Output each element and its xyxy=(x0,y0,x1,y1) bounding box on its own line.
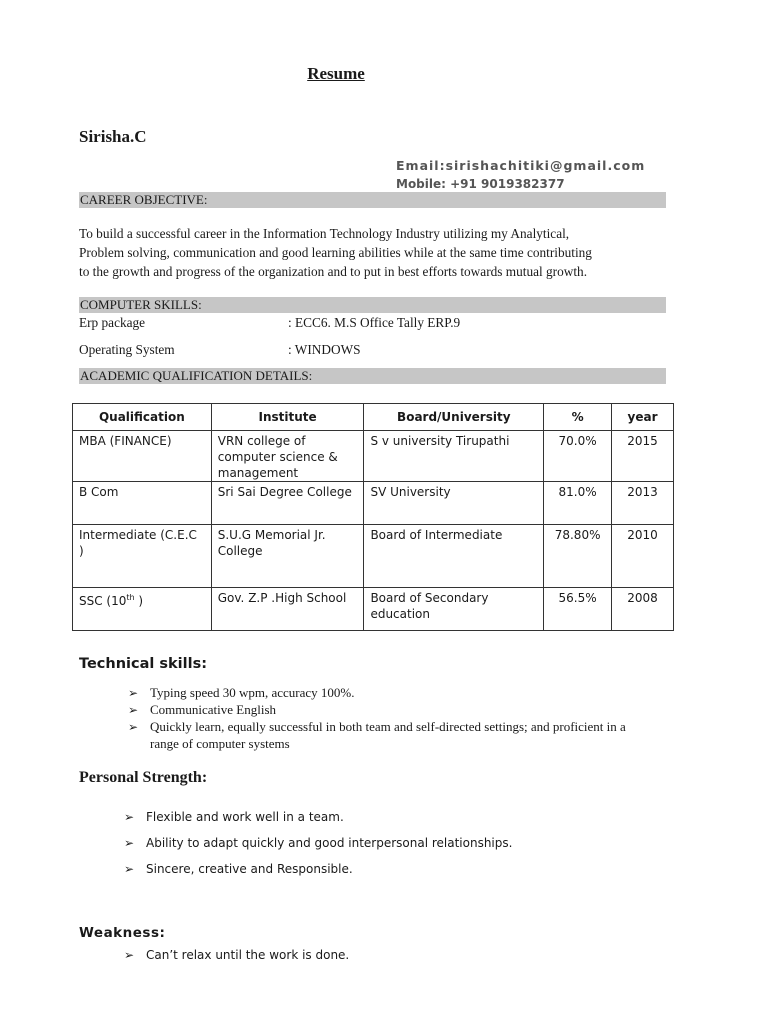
academic-heading: ACADEMIC QUALIFICATION DETAILS: xyxy=(79,368,666,384)
resume-title: Resume xyxy=(307,64,365,83)
year-cell: 2013 xyxy=(612,482,674,525)
list-item-text: Can’t relax until the work is done. xyxy=(146,948,350,962)
table-row xyxy=(73,588,674,631)
arrow-bullet-icon: ➢ xyxy=(124,836,135,850)
career-objective-line: Problem solving, communication and good learning abilities while at the same time contributing xyxy=(79,245,592,260)
list-item xyxy=(128,685,688,701)
board-cell: SV University xyxy=(364,482,544,525)
institute-cell: VRN college of computer science & management xyxy=(211,431,364,482)
qualification-cell: MBA (FINANCE) xyxy=(73,431,212,482)
table-row xyxy=(73,431,674,482)
list-item-text: Flexible and work well in a team. xyxy=(146,810,344,824)
list-item xyxy=(124,861,684,877)
list-item-text: Quickly learn, equally successful in both team and self-directed settings; and proficient in a xyxy=(150,719,626,734)
year-cell: 2015 xyxy=(612,431,674,482)
career-objective-line: To build a successful career in the Information Technology Industry utilizing my Analytical, xyxy=(79,226,570,241)
skill-value: : WINDOWS xyxy=(288,342,361,357)
arrow-bullet-icon: ➢ xyxy=(128,686,139,700)
table-row xyxy=(73,525,674,588)
board-cell: Board of Secondary education xyxy=(364,588,544,631)
list-item-text: Sincere, creative and Responsible. xyxy=(146,862,353,876)
list-item xyxy=(128,719,688,735)
percent-cell: 70.0% xyxy=(544,431,612,482)
technical-skills-heading: Technical skills: xyxy=(79,656,208,672)
column-header: Qualification xyxy=(73,404,212,431)
year-cell: 2008 xyxy=(612,588,674,631)
column-header: Board/University xyxy=(364,404,544,431)
qualification-text: SSC (10 xyxy=(79,594,127,608)
list-item xyxy=(124,809,684,825)
list-item-text: Communicative English xyxy=(150,702,277,717)
arrow-bullet-icon: ➢ xyxy=(124,948,135,962)
arrow-bullet-icon: ➢ xyxy=(124,862,135,876)
qualification-cell: Intermediate (C.E.C ) xyxy=(73,525,212,588)
table-row xyxy=(73,482,674,525)
list-item-continuation: range of computer systems xyxy=(150,736,290,751)
mobile-text: Mobile: +91 9019382377 xyxy=(396,177,565,191)
percent-cell: 56.5% xyxy=(544,588,612,631)
list-item xyxy=(128,702,688,718)
weakness-heading: Weakness: xyxy=(79,925,166,941)
career-objective-line: to the growth and progress of the organization and to put in best efforts towards mutual growth. xyxy=(79,264,588,279)
list-item-text: Typing speed 30 wpm, accuracy 100%. xyxy=(150,685,355,700)
skill-key: Operating System xyxy=(79,342,175,357)
arrow-bullet-icon: ➢ xyxy=(128,703,139,717)
candidate-name: Sirisha.C xyxy=(79,127,147,146)
arrow-bullet-icon: ➢ xyxy=(128,720,139,734)
institute-cell: Gov. Z.P .High School xyxy=(211,588,364,631)
qualification-superscript: th xyxy=(126,593,135,602)
qualification-text-end: ) xyxy=(134,594,144,608)
qualification-cell xyxy=(73,588,212,631)
list-item xyxy=(124,947,684,963)
career-objective-heading: CAREER OBJECTIVE: xyxy=(79,192,666,208)
percent-cell: 81.0% xyxy=(544,482,612,525)
institute-cell: S.U.G Memorial Jr. College xyxy=(211,525,364,588)
column-header: year xyxy=(612,404,674,431)
column-header: % xyxy=(544,404,612,431)
skill-value: : ECC6. M.S Office Tally ERP.9 xyxy=(288,315,461,330)
career-objective-text xyxy=(79,224,679,281)
year-cell: 2010 xyxy=(612,525,674,588)
institute-cell: Sri Sai Degree College xyxy=(211,482,364,525)
qualification-table xyxy=(72,403,674,631)
percent-cell: 78.80% xyxy=(544,525,612,588)
board-cell: Board of Intermediate xyxy=(364,525,544,588)
computer-skills-heading: COMPUTER SKILLS: xyxy=(79,297,666,313)
skill-key: Erp package xyxy=(79,315,146,330)
list-item xyxy=(124,835,684,851)
qualification-cell: B Com xyxy=(73,482,212,525)
email-text: Email:sirishachitiki@gmail.com xyxy=(396,158,646,173)
board-cell: S v university Tirupathi xyxy=(364,431,544,482)
list-item-text: Ability to adapt quickly and good interpersonal relationships. xyxy=(146,836,513,850)
table-header-row xyxy=(73,404,674,431)
column-header: Institute xyxy=(211,404,364,431)
personal-strength-heading: Personal Strength: xyxy=(79,769,208,786)
arrow-bullet-icon: ➢ xyxy=(124,810,135,824)
